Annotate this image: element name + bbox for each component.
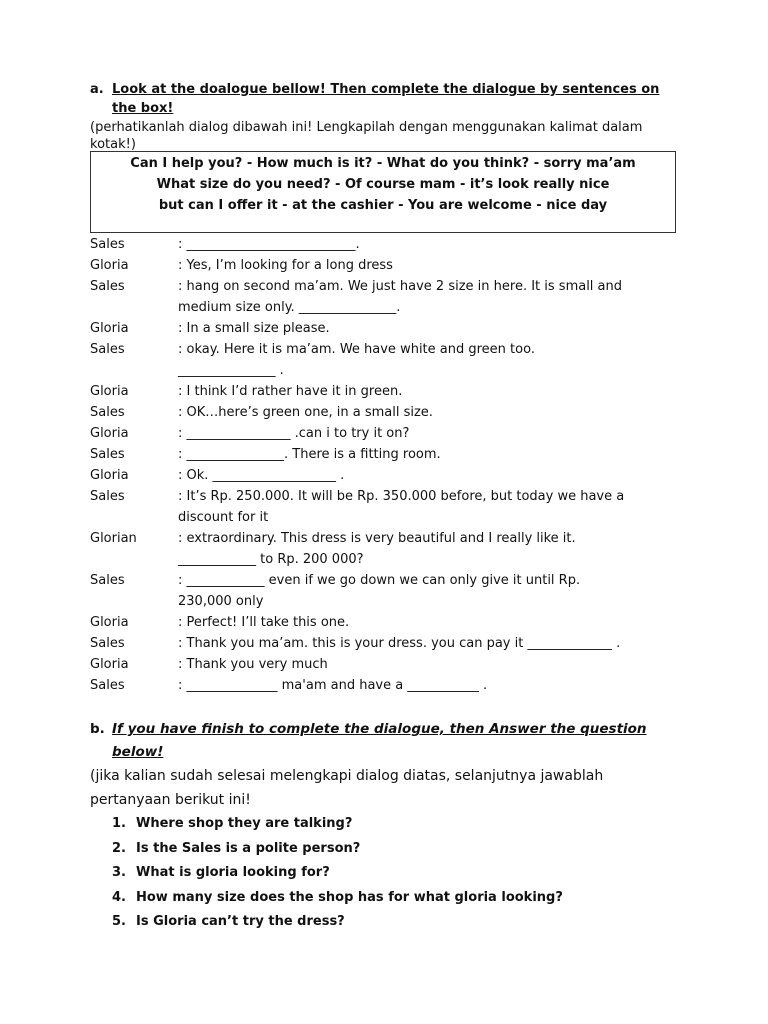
dialogue-line: : Perfect! I’ll take this one. [178, 615, 350, 630]
speaker: Sales [90, 678, 125, 693]
section-a-note [90, 119, 690, 153]
word-box-line: Can I help you? - How much is it? - What do you think? - sorry ma’am [130, 156, 636, 171]
speaker: Gloria [90, 657, 129, 672]
speaker: Glorian [90, 531, 137, 546]
dialogue-row [90, 381, 680, 402]
section-a-note-line1: (perhatikanlah dialog dibawah ini! Lengkapilah dengan menggunakan kalimat dalam [90, 120, 643, 135]
question-text: How many size does the shop has for what gloria looking? [136, 889, 563, 905]
dialogue-line: : OK…here’s green one, in a small size. [178, 405, 433, 420]
dialogue-line: : hang on second ma’am. We just have 2 size in here. It is small and [178, 279, 623, 294]
section-b-heading [90, 718, 690, 764]
dialogue-line: : _______________. There is a fitting room. [178, 447, 441, 462]
section-b-note-line1: (jika kalian sudah selesai melengkapi dialog diatas, selanjutnya jawablah [90, 768, 604, 784]
question-item [112, 886, 690, 911]
dialogue-line: ____________ to Rp. 200 000? [178, 552, 364, 567]
dialogue-line: : I think I’d rather have it in green. [178, 384, 403, 399]
dialogue-line: : Thank you ma’am. this is your dress. you can pay it _____________ . [178, 636, 621, 651]
question-number: 2. [112, 840, 126, 856]
speaker [90, 549, 178, 570]
question-item [112, 861, 690, 886]
speaker: Gloria [90, 321, 129, 336]
word-box-line: but can I offer it - at the cashier - You are welcome - nice day [158, 198, 608, 213]
dialogue-row [90, 339, 680, 360]
speaker [90, 507, 178, 528]
dialogue-line: discount for it [178, 510, 269, 525]
speaker: Sales [90, 489, 125, 504]
question-number: 4. [112, 889, 126, 905]
section-b-label: b. [90, 721, 105, 737]
dialogue-line: : ________________ .can i to try it on? [178, 426, 410, 441]
speaker: Sales [90, 573, 125, 588]
dialogue-row [90, 633, 680, 654]
question-number: 3. [112, 865, 126, 880]
dialogue-line: medium size only. _______________. [178, 300, 401, 315]
dialogue-row [90, 423, 680, 444]
dialogue-row [90, 234, 680, 255]
question-number: 1. [112, 816, 126, 831]
dialogue-row [90, 486, 680, 507]
dialogue-row [90, 402, 680, 423]
dialogue-line: : okay. Here it is ma’am. We have white and green too. [178, 342, 535, 357]
dialogue-line: : ____________ even if we go down we can only give it until Rp. [178, 573, 581, 588]
question-item [112, 812, 690, 837]
section-a-heading-line2: the box! [112, 101, 174, 116]
speaker: Gloria [90, 615, 129, 630]
dialogue-line: : It’s Rp. 250.000. It will be Rp. 350.000 before, but today we have a [178, 489, 625, 504]
dialogue-row [90, 297, 680, 318]
question-item [112, 837, 690, 862]
section-a-label: a. [90, 82, 104, 97]
section-b-note-line2: pertanyaan berikut ini! [90, 792, 251, 808]
section-b-note [90, 764, 690, 812]
dialogue-line: : Thank you very much [178, 657, 328, 672]
word-box [90, 151, 676, 233]
question-text: Is the Sales is a polite person? [136, 840, 361, 856]
dialogue-line: : In a small size please. [178, 321, 330, 336]
dialogue-line: 230,000 only [178, 594, 264, 609]
section-b [90, 718, 690, 935]
dialogue-line: : Ok. ___________________ . [178, 468, 345, 483]
dialogue-row [90, 465, 680, 486]
speaker [90, 591, 178, 612]
dialogue-line: : ______________ ma'am and have a ___________ . [178, 678, 488, 693]
dialogue-row [90, 591, 680, 612]
question-text: What is gloria looking for? [136, 865, 330, 880]
speaker: Sales [90, 636, 125, 651]
dialogue-row [90, 612, 680, 633]
speaker: Sales [90, 405, 125, 420]
dialogue-row [90, 654, 680, 675]
dialogue-row [90, 360, 680, 381]
speaker: Gloria [90, 258, 129, 273]
speaker: Gloria [90, 468, 129, 483]
dialogue-line: : extraordinary. This dress is very beautiful and I really like it. [178, 531, 576, 546]
speaker: Gloria [90, 426, 129, 441]
dialogue-row [90, 255, 680, 276]
speaker: Sales [90, 279, 125, 294]
dialogue-row [90, 549, 680, 570]
speaker: Sales [90, 342, 125, 357]
dialogue-line: : Yes, I’m looking for a long dress [178, 258, 393, 273]
section-a [90, 80, 690, 153]
dialogue-row [90, 507, 680, 528]
dialogue [90, 234, 680, 696]
section-a-heading [90, 80, 690, 118]
dialogue-row [90, 444, 680, 465]
question-number: 5. [112, 914, 126, 929]
section-a-heading-line1: Look at the doalogue bellow! Then complete the dialogue by sentences on [112, 82, 660, 97]
question-text: Is Gloria can’t try the dress? [136, 914, 345, 929]
dialogue-row [90, 276, 680, 297]
question-text: Where shop they are talking? [136, 816, 353, 831]
speaker [90, 360, 178, 381]
question-item [112, 910, 690, 935]
word-box-line: What size do you need? - Of course mam - it’s look really nice [156, 177, 610, 192]
dialogue-row [90, 675, 680, 696]
dialogue-row [90, 318, 680, 339]
speaker: Sales [90, 237, 125, 252]
section-b-heading-line1: If you have finish to complete the dialogue, then Answer the question [112, 721, 647, 737]
speaker: Gloria [90, 384, 129, 399]
dialogue-row [90, 528, 680, 549]
dialogue-line: : __________________________. [178, 237, 360, 252]
speaker: Sales [90, 447, 125, 462]
dialogue-line: _______________ . [178, 363, 284, 378]
question-list [90, 812, 690, 935]
dialogue-row [90, 570, 680, 591]
section-b-heading-line2: below! [112, 744, 164, 760]
speaker [90, 297, 178, 318]
section-a-note-line2: kotak!) [90, 137, 136, 152]
